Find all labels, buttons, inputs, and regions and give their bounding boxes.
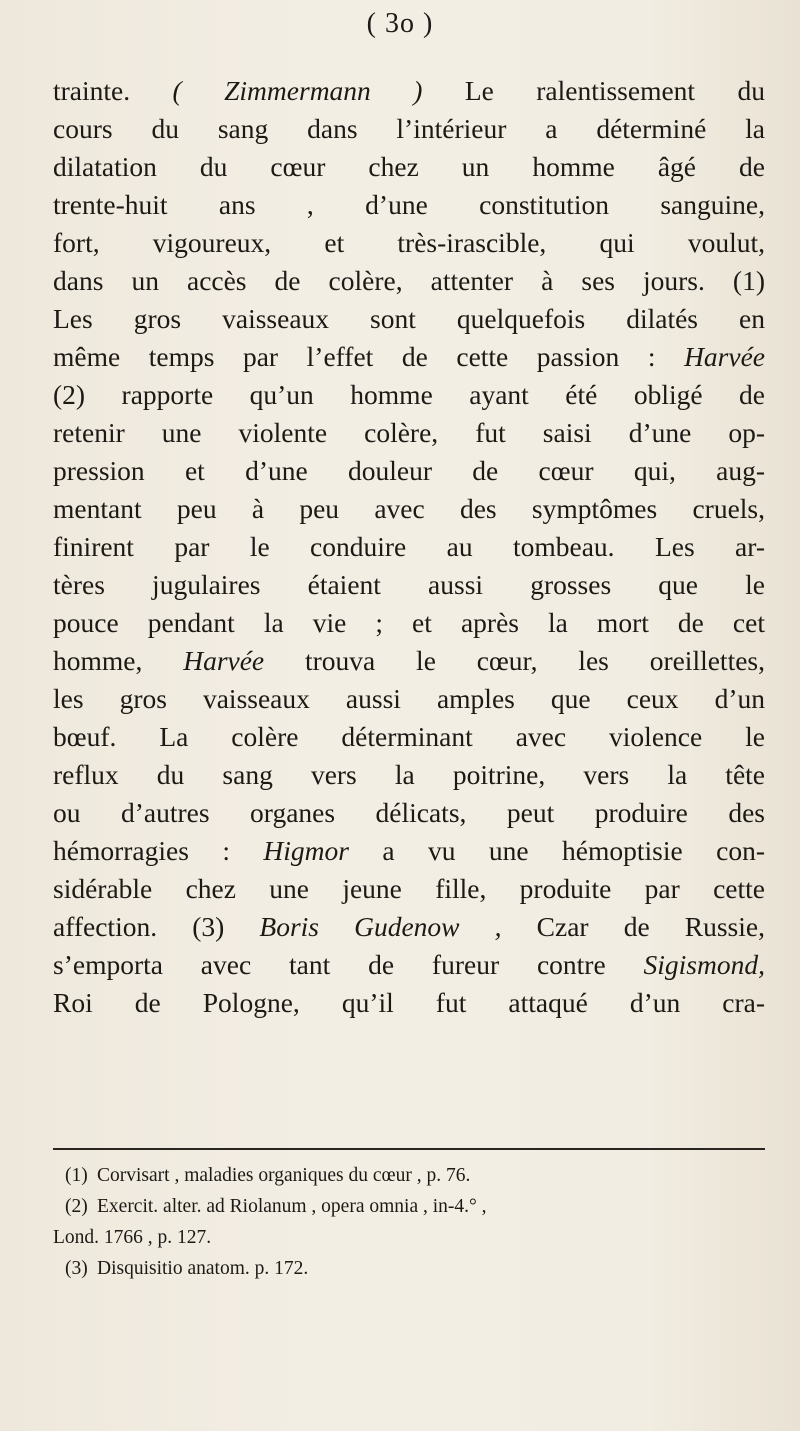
italic-name: Higmor xyxy=(263,835,349,866)
text-line xyxy=(53,110,765,148)
footnote-text: Exercit. alter. ad Riolanum , opera omnia , in-4.° , xyxy=(97,1196,487,1217)
text-run: dans un accès de colère, attenter à ses jours. (1) xyxy=(53,265,765,296)
text-run: (2) rapporte qu’un homme ayant été obligé de xyxy=(53,379,765,410)
footnote-number: (2) xyxy=(65,1196,88,1217)
text-run: Le ralentissement du xyxy=(422,75,765,106)
text-run: sidérable chez une jeune fille, produite par cette xyxy=(53,873,765,904)
text-run: trente-huit ans , d’une constitution sanguine, xyxy=(53,189,765,220)
footnote-text: Corvisart , maladies organiques du cœur , p. 76. xyxy=(97,1165,471,1186)
text-line xyxy=(53,300,765,338)
text-run: affection. (3) xyxy=(53,911,260,942)
text-line xyxy=(53,756,765,794)
text-run: trainte. xyxy=(53,75,173,106)
text-line xyxy=(53,452,765,490)
text-run: ou d’autres organes délicats, peut produire des xyxy=(53,797,765,828)
footnote-number: (1) xyxy=(65,1165,88,1186)
italic-name: Harvée xyxy=(183,645,265,676)
text-line xyxy=(53,870,765,908)
text-run: Roi de Pologne, qu’il fut attaqué d’un cra- xyxy=(53,987,765,1018)
text-run: même temps par l’effet de cette passion : xyxy=(53,341,685,372)
text-line xyxy=(53,680,765,718)
italic-name: Sigismond, xyxy=(643,949,765,980)
text-line xyxy=(53,984,765,1022)
text-line xyxy=(53,794,765,832)
text-line xyxy=(53,832,765,870)
text-run: tères jugulaires étaient aussi grosses que le xyxy=(53,569,765,600)
footnote-number: (3) xyxy=(65,1258,88,1279)
text-run: reflux du sang vers la poitrine, vers la tête xyxy=(53,759,765,790)
text-line xyxy=(53,566,765,604)
text-line xyxy=(53,224,765,262)
text-run: a vu une hémoptisie con- xyxy=(348,835,766,866)
text-run: s’emporta avec tant de fureur contre xyxy=(53,949,644,980)
text-line xyxy=(53,604,765,642)
text-run: hémorragies : xyxy=(53,835,264,866)
text-line xyxy=(53,414,765,452)
text-line xyxy=(53,72,765,110)
text-run: dilatation du cœur chez un homme âgé de xyxy=(53,151,765,182)
text-run: pression et d’une douleur de cœur qui, aug- xyxy=(53,455,765,486)
text-line xyxy=(53,718,765,756)
text-run: finirent par le conduire au tombeau. Les ar- xyxy=(53,531,765,562)
text-run: les gros vaisseaux aussi amples que ceux d’un xyxy=(53,683,765,714)
text-line xyxy=(53,946,765,984)
body-text xyxy=(53,72,765,1022)
footnote-text: Lond. 1766 , p. 127. xyxy=(53,1227,212,1248)
italic-name: ( Zimmermann ) xyxy=(172,75,423,106)
text-line xyxy=(53,186,765,224)
text-run: mentant peu à peu avec des symptômes cruels, xyxy=(53,493,765,524)
text-run: bœuf. La colère déterminant avec violence le xyxy=(53,721,765,752)
text-run: cours du sang dans l’intérieur a déterminé la xyxy=(53,113,765,144)
footnote-text: Disquisitio anatom. p. 172. xyxy=(97,1258,309,1279)
italic-name: Boris Gudenow , xyxy=(259,911,502,942)
text-run: trouva le cœur, les oreillettes, xyxy=(264,645,765,676)
footnote-rule xyxy=(53,1148,765,1150)
italic-name: Harvée xyxy=(684,341,765,372)
text-line xyxy=(53,376,765,414)
text-run: pouce pendant la vie ; et après la mort de cet xyxy=(53,607,765,638)
text-run: Czar de Russie, xyxy=(501,911,765,942)
footnote xyxy=(53,1160,765,1191)
text-run: retenir une violente colère, fut saisi d’une op- xyxy=(53,417,765,448)
footnote xyxy=(53,1253,765,1284)
text-line xyxy=(53,642,765,680)
text-line xyxy=(53,262,765,300)
text-run: homme, xyxy=(53,645,184,676)
text-run: fort, vigoureux, et très-irascible, qui voulut, xyxy=(53,227,765,258)
text-line xyxy=(53,490,765,528)
text-line xyxy=(53,528,765,566)
text-line xyxy=(53,148,765,186)
text-line xyxy=(53,908,765,946)
page-number: ( 3o ) xyxy=(366,8,434,39)
text-run: Les gros vaisseaux sont quelquefois dilatés en xyxy=(53,303,765,334)
text-line xyxy=(53,338,765,376)
footnote xyxy=(53,1222,765,1253)
footnote xyxy=(53,1191,765,1222)
footnotes xyxy=(53,1160,765,1284)
